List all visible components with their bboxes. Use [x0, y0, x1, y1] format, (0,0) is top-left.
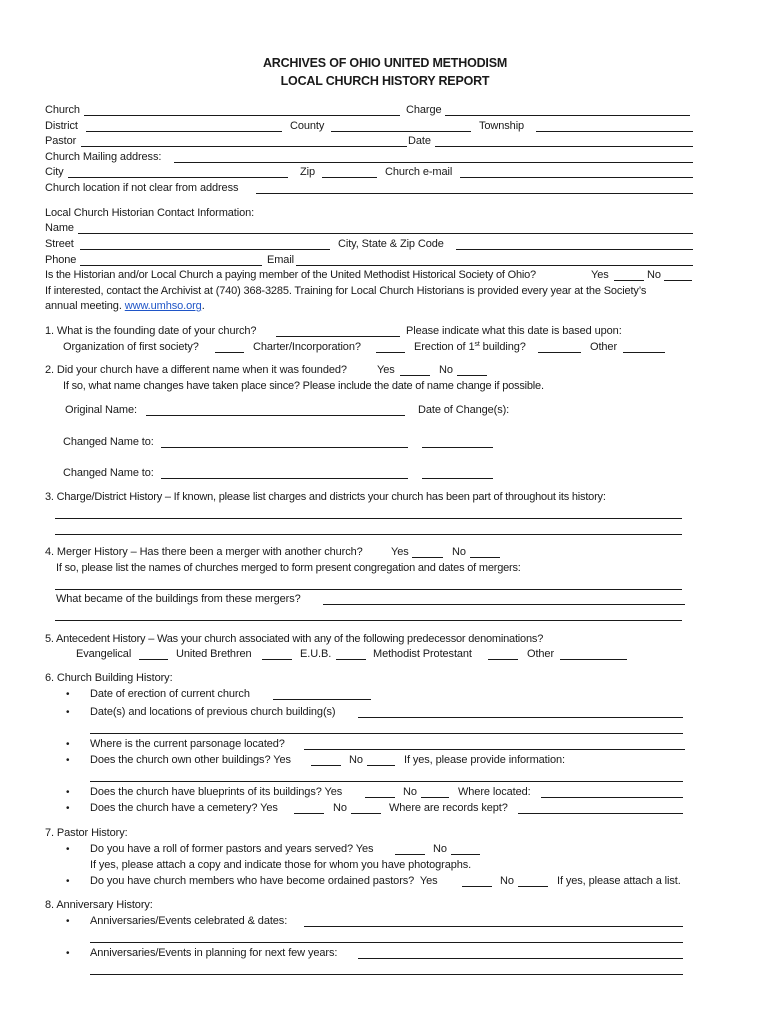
q6-current-church-date-field[interactable]: [273, 699, 371, 700]
church-email-label: Church e-mail: [385, 166, 453, 178]
membership-no-label: No: [647, 269, 661, 281]
q1-first-building-pre: Erection of 1: [414, 341, 475, 353]
q2-change-date-field-1[interactable]: [422, 447, 493, 448]
county-label: County: [290, 120, 325, 132]
form-title: ARCHIVES OF OHIO UNITED METHODISM: [262, 56, 508, 70]
q1-first-building-post: building?: [479, 341, 526, 353]
q6-cemetery-no-label: No: [333, 802, 347, 814]
q5-eub-field[interactable]: [336, 659, 366, 660]
historian-street-label: Street: [45, 238, 74, 250]
annual-meeting-period: .: [201, 300, 205, 312]
location-label: Church location if not clear from address: [45, 182, 239, 194]
q8-celebrated-label: Anniversaries/Events celebrated & dates:: [90, 915, 288, 927]
q5-other-label: Other: [527, 648, 555, 660]
q2-yes-label: Yes: [377, 364, 395, 376]
q6-bullet-6: •: [66, 803, 70, 814]
pastor-label: Pastor: [45, 135, 77, 147]
q7-pastor-roll-no-label: No: [433, 843, 447, 855]
q7-bullet-2: •: [66, 876, 70, 887]
q6-previous-buildings-label: Date(s) and locations of previous church building(s): [90, 706, 336, 718]
q2-name-changes-prompt: If so, what name changes have taken place since? Please include the date of name change if possible.: [63, 380, 544, 392]
q2-changed-name-label-1: Changed Name to:: [63, 436, 154, 448]
q4-yes-field[interactable]: [412, 557, 443, 558]
district-field[interactable]: [86, 131, 282, 132]
q6-cemetery-yes-field[interactable]: [294, 813, 324, 814]
q6-other-buildings-no-field[interactable]: [367, 765, 395, 766]
q4-yes-label: Yes: [391, 546, 409, 558]
location-field[interactable]: [256, 193, 693, 194]
q1-basis-prompt: Please indicate what this date is based upon:: [406, 325, 622, 337]
q6-other-buildings-info-field[interactable]: [90, 781, 683, 782]
q4-merger-question: 4. Merger History – Has there been a merger with another church?: [45, 546, 363, 558]
q6-blueprints-no-field[interactable]: [421, 797, 449, 798]
q2-different-name-question: 2. Did your church have a different name when it was founded?: [45, 364, 347, 376]
q2-no-field[interactable]: [457, 375, 487, 376]
q5-other-field[interactable]: [560, 659, 627, 660]
q5-evangelical-label: Evangelical: [76, 648, 132, 660]
q8-planning-field[interactable]: [358, 958, 683, 959]
q7-bullet-1: •: [66, 844, 70, 855]
q6-cemetery-no-field[interactable]: [351, 813, 381, 814]
q2-no-label: No: [439, 364, 453, 376]
q7-attach-copy-note: If yes, please attach a copy and indicate those for whom you have photographs.: [90, 859, 472, 871]
q1-organization-field[interactable]: [215, 352, 244, 353]
city-field[interactable]: [68, 177, 288, 178]
q6-blueprints-yes-field[interactable]: [365, 797, 395, 798]
q8-celebrated-field[interactable]: [304, 926, 683, 927]
mailing-address-field[interactable]: [174, 162, 693, 163]
pastor-field[interactable]: [81, 146, 407, 147]
q6-other-buildings-info-label: If yes, please provide information:: [404, 754, 565, 766]
q1-charter-field[interactable]: [376, 352, 405, 353]
church-label: Church: [45, 104, 80, 116]
q4-no-field[interactable]: [470, 557, 500, 558]
historian-heading: Local Church Historian Contact Information:: [45, 207, 255, 219]
q1-first-building-label: [414, 341, 526, 354]
q6-other-buildings-label: Does the church own other buildings? Yes: [90, 754, 291, 766]
q1-founding-date-field[interactable]: [276, 336, 400, 337]
q5-antecedent-question: 5. Antecedent History – Was your church associated with any of the following predecessor denominations?: [45, 633, 544, 645]
q4-no-label: No: [452, 546, 466, 558]
q8-planning-label: Anniversaries/Events in planning for next few years:: [90, 947, 338, 959]
township-label: Township: [479, 120, 525, 132]
q2-yes-field[interactable]: [400, 375, 430, 376]
q8-planning-line-2[interactable]: [90, 974, 683, 975]
q2-changed-name-field-2[interactable]: [161, 478, 408, 479]
q6-bullet-4: •: [66, 755, 70, 766]
q6-parsonage-label: Where is the current parsonage located?: [90, 738, 285, 750]
annual-meeting-text: annual meeting.: [45, 300, 122, 312]
q1-organization-label: Organization of first society?: [63, 341, 199, 353]
annual-meeting-line: [45, 300, 205, 313]
q7-pastor-history-heading: 7. Pastor History:: [45, 827, 128, 839]
charge-field[interactable]: [445, 115, 690, 116]
q5-eub-label: E.U.B.: [300, 648, 332, 660]
q1-first-building-field[interactable]: [538, 352, 581, 353]
historian-name-field[interactable]: [78, 233, 693, 234]
q7-pastor-roll-yes-field[interactable]: [395, 854, 425, 855]
q6-cemetery-records-field[interactable]: [518, 813, 683, 814]
q7-pastor-roll-label: Do you have a roll of former pastors and years served? Yes: [90, 843, 374, 855]
zip-label: Zip: [300, 166, 315, 178]
q4-merged-churches-prompt: If so, please list the names of churches merged to form present congregation and dates of mergers:: [56, 562, 521, 574]
q2-date-of-change-label: Date of Change(s):: [418, 404, 510, 416]
q8-anniversary-history-heading: 8. Anniversary History:: [45, 899, 153, 911]
q6-cemetery-records-label: Where are records kept?: [389, 802, 508, 814]
q3-answer-line-2[interactable]: [55, 534, 682, 535]
q6-building-history-heading: 6. Church Building History:: [45, 672, 173, 684]
township-field[interactable]: [536, 131, 693, 132]
zip-field[interactable]: [322, 177, 377, 178]
q6-bullet-1: •: [66, 689, 70, 700]
q1-founding-date-question: 1. What is the founding date of your church?: [45, 325, 257, 337]
membership-yes-label: Yes: [591, 269, 609, 281]
q5-methodist-protestant-field[interactable]: [488, 659, 518, 660]
membership-yes-field[interactable]: [614, 280, 644, 281]
archivist-contact-text: If interested, contact the Archivist at (740) 368-3285. Training for Local Church Historians is provided every year at the Society’s: [45, 285, 647, 297]
q6-cemetery-label: Does the church have a cemetery? Yes: [90, 802, 278, 814]
historian-email-label: Email: [267, 254, 295, 266]
q6-other-buildings-no-label: No: [349, 754, 363, 766]
historian-phone-field[interactable]: [80, 265, 262, 266]
historian-city-state-zip-label: City, State & Zip Code: [338, 238, 444, 250]
umhso-website-link[interactable]: www.umhso.org: [124, 300, 202, 312]
city-label: City: [45, 166, 64, 178]
date-label: Date: [408, 135, 431, 147]
q1-other-label: Other: [590, 341, 618, 353]
q6-bullet-2: •: [66, 707, 70, 718]
q6-parsonage-field[interactable]: [304, 749, 685, 750]
historian-name-label: Name: [45, 222, 74, 234]
q4-buildings-question: What became of the buildings from these mergers?: [56, 593, 301, 605]
historian-phone-label: Phone: [45, 254, 77, 266]
historian-city-state-zip-field[interactable]: [456, 249, 693, 250]
charge-label: Charge: [406, 104, 442, 116]
q2-changed-name-field-1[interactable]: [161, 447, 408, 448]
q7-ordained-yes-field[interactable]: [462, 886, 492, 887]
q2-original-name-label: Original Name:: [65, 404, 137, 416]
q7-pastor-roll-no-field[interactable]: [451, 854, 480, 855]
q3-answer-line-1[interactable]: [55, 518, 682, 519]
q7-ordained-members-label: Do you have church members who have become ordained pastors? Yes: [90, 875, 438, 887]
q6-previous-buildings-line-2[interactable]: [90, 733, 683, 734]
date-field[interactable]: [435, 146, 693, 147]
q6-blueprints-where-field[interactable]: [541, 797, 683, 798]
form-subtitle: LOCAL CHURCH HISTORY REPORT: [280, 74, 490, 88]
q2-original-name-field[interactable]: [146, 415, 405, 416]
q6-blueprints-where-label: Where located:: [458, 786, 531, 798]
q8-bullet-1: •: [66, 916, 70, 927]
q5-united-brethren-label: United Brethren: [176, 648, 252, 660]
historian-email-field[interactable]: [296, 265, 693, 266]
church-field[interactable]: [84, 115, 400, 116]
church-email-field[interactable]: [460, 177, 693, 178]
q5-united-brethren-field[interactable]: [262, 659, 292, 660]
q6-blueprints-no-label: No: [403, 786, 417, 798]
q6-blueprints-label: Does the church have blueprints of its buildings? Yes: [90, 786, 343, 798]
q4-buildings-field[interactable]: [323, 604, 685, 605]
q6-previous-buildings-field[interactable]: [358, 717, 683, 718]
q1-first-building-sup: st: [474, 341, 480, 348]
membership-question: Is the Historian and/or Local Church a paying member of the United Methodist Historical Society of Ohio?: [45, 269, 536, 281]
q6-other-buildings-yes-field[interactable]: [311, 765, 341, 766]
q8-bullet-2: •: [66, 948, 70, 959]
q1-other-field[interactable]: [623, 352, 665, 353]
q6-current-church-date-label: Date of erection of current church: [90, 688, 250, 700]
q4-merged-churches-line[interactable]: [55, 589, 682, 590]
q5-methodist-protestant-label: Methodist Protestant: [373, 648, 472, 660]
q7-attach-list-note: If yes, please attach a list.: [557, 875, 681, 887]
q1-charter-label: Charter/Incorporation?: [253, 341, 361, 353]
q7-ordained-no-label: No: [500, 875, 514, 887]
q6-bullet-5: •: [66, 787, 70, 798]
q3-charge-district-question: 3. Charge/District History – If known, please list charges and districts your church has been part of throughout its history:: [45, 491, 606, 503]
q6-bullet-3: •: [66, 739, 70, 750]
q7-ordained-no-field[interactable]: [518, 886, 548, 887]
membership-no-field[interactable]: [664, 280, 692, 281]
q2-change-date-field-2[interactable]: [422, 478, 493, 479]
q5-evangelical-field[interactable]: [139, 659, 168, 660]
historian-street-field[interactable]: [80, 249, 330, 250]
q8-celebrated-line-2[interactable]: [90, 942, 683, 943]
mailing-address-label: Church Mailing address:: [45, 151, 162, 163]
county-field[interactable]: [331, 131, 471, 132]
q4-buildings-line-2[interactable]: [55, 620, 682, 621]
q2-changed-name-label-2: Changed Name to:: [63, 467, 154, 479]
district-label: District: [45, 120, 78, 132]
